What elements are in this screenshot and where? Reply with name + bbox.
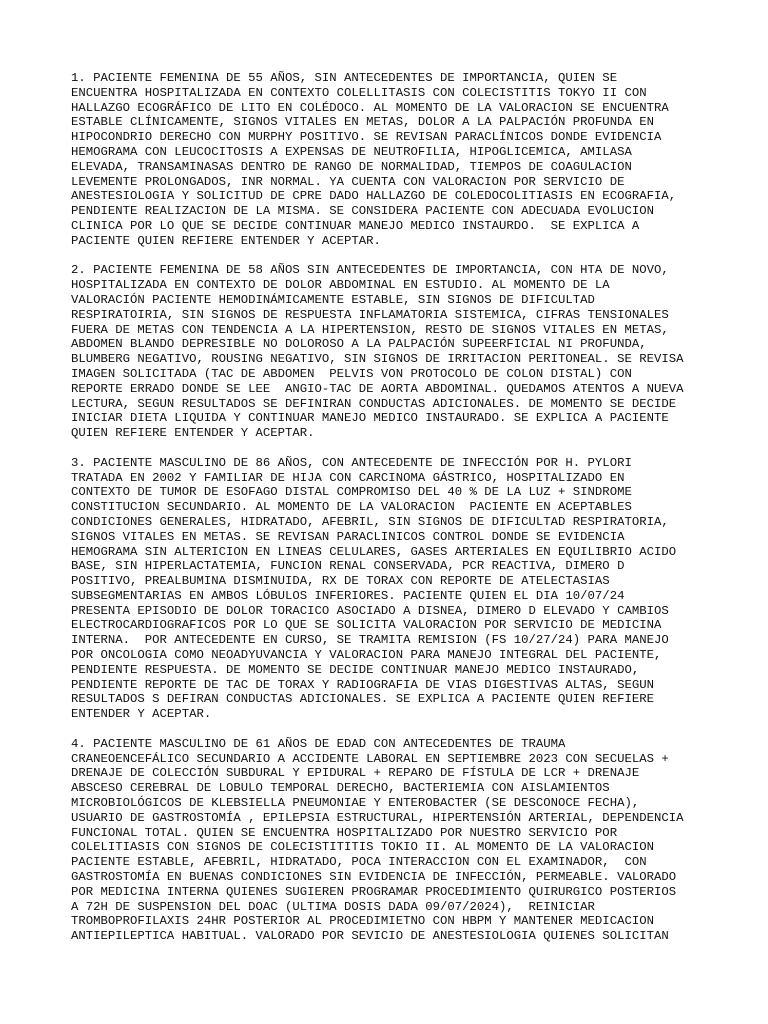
text-line: BLUMBERG NEGATIVO, ROUSING NEGATIVO, SIN SIGNOS DE IRRITACION PERITONEAL. SE REVISA <box>71 352 684 367</box>
text-line: 1. PACIENTE FEMENINA DE 55 AÑOS, SIN ANTECEDENTES DE IMPORTANCIA, QUIEN SE <box>71 71 618 85</box>
paragraph <box>71 456 731 722</box>
text-line: INICIAR DIETA LIQUIDA Y CONTINUAR MANEJO MEDICO INSTAURADO. SE EXPLICA A PACIENTE <box>71 411 669 426</box>
text-line: DRENAJE DE COLECCIÓN SUBDURAL Y EPIDURAL + REPARO DE FÍSTULA DE LCR + DRENAJE <box>71 766 640 781</box>
text-line: ENTENDER Y ACEPTAR. <box>71 707 212 722</box>
text-line: ANTIEPILEPTICA HABITUAL. VALORADO POR SEVICIO DE ANESTESIOLOGIA QUIENES SOLICITAN <box>71 929 669 944</box>
text-line: ANESTESIOLOGIA Y SOLICITUD DE CPRE DADO HALLAZGO DE COLEDOCOLITIASIS EN ECOGRAFIA, <box>71 189 677 204</box>
text-line: BASE, SIN HIPERLACTATEMIA, FUNCION RENAL CONSERVADA, PCR REACTIVA, DIMERO D <box>71 559 625 574</box>
text-line: ESTABLE CLÍNICAMENTE, SIGNOS VITALES EN METAS, DOLOR A LA PALPACIÓN PROFUNDA EN <box>71 115 654 130</box>
text-line: ENCUENTRA HOSPITALIZADA EN CONTEXTO COLELLITASIS CON COLECISTITIS TOKYO II CON <box>71 85 647 100</box>
document-page <box>71 71 731 959</box>
text-line: INTERNA. POR ANTECEDENTE EN CURSO, SE TRAMITA REMISION (FS 10/27/24) PARA MANEJO <box>71 633 669 648</box>
text-line: 3. PACIENTE MASCULINO DE 86 AÑOS, CON ANTECEDENTE DE INFECCIÓN POR H. PYLORI <box>71 455 632 470</box>
text-line: CONSTITUCION SECUNDARIO. AL MOMENTO DE LA VALORACION PACIENTE EN ACEPTABLES <box>71 500 632 515</box>
text-line: HEMOGRAMA SIN ALTERICION EN LINEAS CELULARES, GASES ARTERIALES EN EQUILIBRIO ACIDO <box>71 544 677 559</box>
text-line: CLINICA POR LO QUE SE DECIDE CONTINUAR MANEJO MEDICO INSTAURDO. SE EXPLICA A <box>71 218 640 233</box>
text-line: PENDIENTE RESPUESTA. DE MOMENTO SE DECIDE CONTINUAR MANEJO MEDICO INSTAURADO, <box>71 662 640 677</box>
text-line: VALORACIÓN PACIENTE HEMODINÁMICAMENTE ESTABLE, SIN SIGNOS DE DIFICULTAD <box>71 292 595 307</box>
text-line: POR ONCOLOGIA COMO NEOADYUVANCIA Y VALORACION PARA MANEJO INTEGRAL DEL PACIENTE, <box>71 648 662 663</box>
text-line: TRATADA EN 2002 Y FAMILIAR DE HIJA CON CARCINOMA GÁSTRICO, HOSPITALIZADO EN <box>71 470 625 485</box>
text-line: PENDIENTE REALIZACION DE LA MISMA. SE CONSIDERA PACIENTE CON ADECUADA EVOLUCION <box>71 204 654 219</box>
text-line: CONDICIONES GENERALES, HIDRATADO, AFEBRIL, SIN SIGNOS DE DIFICULTAD RESPIRATORIA, <box>71 514 669 529</box>
text-line: SIGNOS VITALES EN METAS. SE REVISAN PARACLINICOS CONTROL DONDE SE EVIDENCIA <box>71 529 625 544</box>
text-line: CRANEOENCEFÁLICO SECUNDARIO A ACCIDENTE LABORAL EN SEPTIEMBRE 2023 CON SECUELAS + <box>71 751 669 766</box>
text-line: HALLAZGO ECOGRÁFICO DE LITO EN COLÉDOCO. AL MOMENTO DE LA VALORACION SE ENCUENTRA <box>71 100 669 115</box>
text-line: IMAGEN SOLICITADA (TAC DE ABDOMEN PELVIS VON PROTOCOLO DE COLON DISTAL) CON <box>71 366 632 381</box>
text-line: GASTROSTOMÍA EN BUENAS CONDICIONES SIN EVIDENCIA DE INFECCIÓN, PERMEABLE. VALORADO <box>71 870 677 885</box>
text-line: RESULTADOS S DEFIRAN CONDUCTAS ADICIONALES. SE EXPLICA A PACIENTE QUIEN REFIERE <box>71 692 654 707</box>
paragraph <box>71 737 731 944</box>
text-line: FUNCIONAL TOTAL. QUIEN SE ENCUENTRA HOSPITALIZADO POR NUESTRO SERVICIO POR <box>71 825 618 840</box>
text-line: PACIENTE QUIEN REFIERE ENTENDER Y ACEPTAR. <box>71 233 381 248</box>
text-line: HEMOGRAMA CON LEUCOCITOSIS A EXPENSAS DE NEUTROFILIA, HIPOGLICEMICA, AMILASA <box>71 144 632 159</box>
text-line: POR MEDICINA INTERNA QUIENES SUGIEREN PROGRAMAR PROCEDIMIENTO QUIRURGICO POSTERIOS <box>71 884 677 899</box>
text-line: LEVEMENTE PROLONGADOS, INR NORMAL. YA CUENTA CON VALORACION POR SERVICIO DE <box>71 174 625 189</box>
text-line: REPORTE ERRADO DONDE SE LEE ANGIO-TAC DE AORTA ABDOMINAL. QUEDAMOS ATENTOS A NUEVA <box>71 381 684 396</box>
text-line: ELEVADA, TRANSAMINASAS DENTRO DE RANGO DE NORMALIDAD, TIEMPOS DE COAGULACION <box>71 159 632 174</box>
text-line: COLELITIASIS CON SIGNOS DE COLECISTITITIS TOKIO II. AL MOMENTO DE LA VALORACION <box>71 840 654 855</box>
text-line: HIPOCONDRIO DERECHO CON MURPHY POSITIVO. SE REVISAN PARACLÍNICOS DONDE EVIDENCIA <box>71 130 662 145</box>
text-line: FUERA DE METAS CON TENDENCIA A LA HIPERTENSION, RESTO DE SIGNOS VITALES EN METAS, <box>71 322 669 337</box>
text-line: TROMBOPROFILAXIS 24HR POSTERIOR AL PROCEDIMIETNO CON HBPM Y MANTENER MEDICACION <box>71 914 654 929</box>
text-line: HOSPITALIZADA EN CONTEXTO DE DOLOR ABDOMINAL EN ESTUDIO. AL MOMENTO DE LA <box>71 278 610 293</box>
text-line: ELECTROCARDIOGRAFICOS POR LO QUE SE SOLICITA VALORACION POR SERVICIO DE MEDICINA <box>71 618 662 633</box>
text-line: QUIEN REFIERE ENTENDER Y ACEPTAR. <box>71 426 315 441</box>
text-line: ABDOMEN BLANDO DEPRESIBLE NO DOLOROSO A LA PALPACIÓN SUPEERFICIAL NI PROFUNDA, <box>71 337 647 352</box>
text-line: LECTURA, SEGUN RESULTADOS SE DEFINIRAN CONDUCTAS ADICIONALES. DE MOMENTO SE DECIDE <box>71 396 677 411</box>
text-line: POSITIVO, PREALBUMINA DISMINUIDA, RX DE TORAX CON REPORTE DE ATELECTASIAS <box>71 574 610 589</box>
text-line: PRESENTA EPISODIO DE DOLOR TORACICO ASOCIADO A DISNEA, DIMERO D ELEVADO Y CAMBIOS <box>71 603 669 618</box>
text-line: 4. PACIENTE MASCULINO DE 61 AÑOS DE EDAD CON ANTECEDENTES DE TRAUMA <box>71 736 566 751</box>
text-line: CONTEXTO DE TUMOR DE ESOFAGO DISTAL COMPROMISO DEL 40 % DE LA LUZ + SINDROME <box>71 485 632 500</box>
text-line: A 72H DE SUSPENSION DEL DOAC (ULTIMA DOSIS DADA 09/07/2024), REINICIAR <box>71 899 595 914</box>
text-line: MICROBIOLÓGICOS DE KLEBSIELLA PNEUMONIAE Y ENTEROBACTER (SE DESCONOCE FECHA), <box>71 796 640 811</box>
text-line: 2. PACIENTE FEMENINA DE 58 AÑOS SIN ANTECEDENTES DE IMPORTANCIA, CON HTA DE NOVO, <box>71 263 669 278</box>
text-line: RESPIRATOIRIA, SIN SIGNOS DE RESPUESTA INFLAMATORIA SISTEMICA, CIFRAS TENSIONALES <box>71 307 669 322</box>
text-line: USUARIO DE GASTROSTOMÍA , EPILEPSIA ESTRUCTURAL, HIPERTENSIÓN ARTERIAL, DEPENDENCIA <box>71 810 684 825</box>
paragraph <box>71 263 731 441</box>
paragraph <box>71 71 731 249</box>
text-line: ABSCESO CEREBRAL DE LOBULO TEMPORAL DERECHO, BACTERIEMIA CON AISLAMIENTOS <box>71 781 610 796</box>
text-line: SUBSEGMENTARIAS EN AMBOS LÓBULOS INFERIORES. PACIENTE QUIEN EL DIA 10/07/24 <box>71 588 625 603</box>
text-line: PACIENTE ESTABLE, AFEBRIL, HIDRATADO, POCA INTERACCION CON EL EXAMINADOR, CON <box>71 855 647 870</box>
text-line: PENDIENTE REPORTE DE TAC DE TORAX Y RADIOGRAFIA DE VIAS DIGESTIVAS ALTAS, SEGUN <box>71 677 654 692</box>
